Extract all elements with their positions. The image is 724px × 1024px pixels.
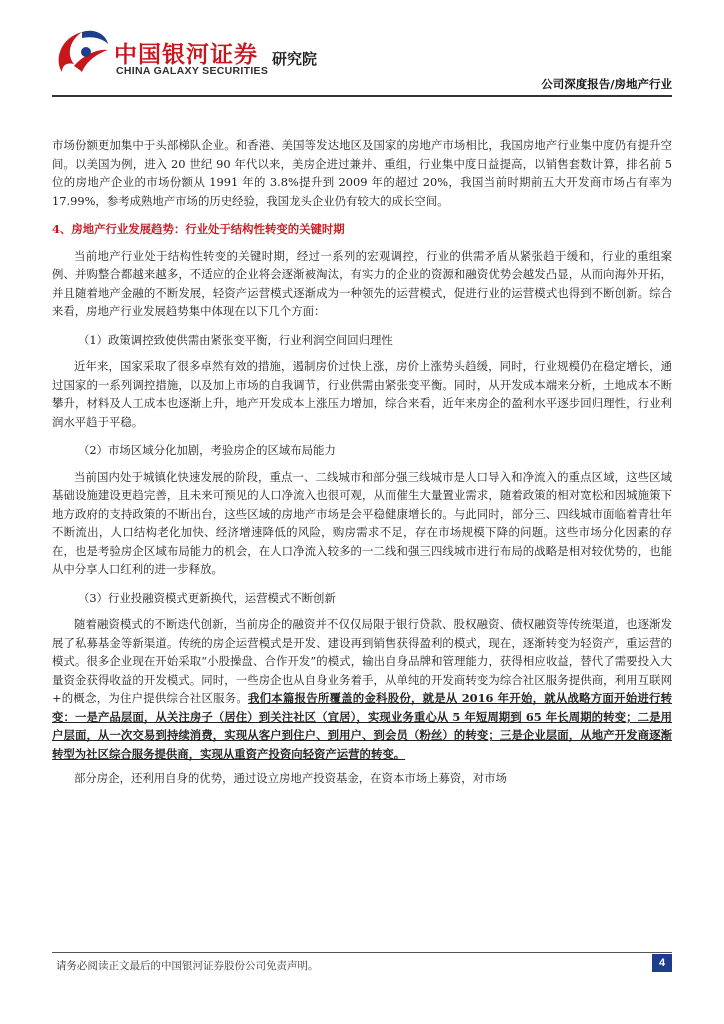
subheading-2: （2）市场区域分化加剧，考验房企的区域布局能力 bbox=[78, 443, 336, 457]
paragraph-investment-fund: 部分房企，还利用自身的优势，通过设立房地产投资基金，在资本市场上募资，对市场 bbox=[74, 771, 507, 785]
highlighted-conclusion: 我们本篇报告所覆盖的金科股份，就是从 2016 年开始，就从战略方面开始进行转变：一是产品层面，从关注房子（居住）到关注社区（宜居），实现业务重心从 5 年短周期到 65 年长周期的转变；二是用户层面，从一次交易到持续消费，实现从客户到住户、到用户、到会员（粉丝）的转变；三是企业层面，从地产开发商逐渐转型为社区综合服务提供商，实现从重资产投资向轻资产运营的转变。 bbox=[52, 691, 673, 761]
footer-divider bbox=[52, 952, 672, 953]
paragraph-market-share: 市场份额更加集中于头部梯队企业。和香港、美国等发达地区及国家的房地产市场相比，我国房地产行业集中度仍有提升空间。以美国为例，进入 20 世纪 90 年代以来，美房企进过兼并、重组，行业集中度日益提高，以销售套数计算，排名前 5 位的房地产企业的市场份额从 1991 年的 3.8%提升到 2009 年的超过 20%，我国当前时期前五大开发商市场占有率为 17.99%，参考成熟地产市场的历史经验，我国龙头企业仍有较大的成长空间。 bbox=[52, 138, 672, 208]
report-type-label: 公司深度报告/房地产行业 bbox=[541, 77, 672, 91]
subheading-1: （1）政策调控致使供需由紧张变平衡，行业利润空间回归理性 bbox=[78, 332, 393, 347]
section-heading-4: 4、房地产行业发展趋势：行业处于结构性转变的关键时期 bbox=[52, 222, 345, 236]
subheading-3: （3）行业投融资模式更新换代，运营模式不断创新 bbox=[78, 590, 336, 605]
paragraph-regional: 当前国内处于城镇化快速发展的阶段，重点一、二线城市和部分强三线城市是人口导入和净流入的重点区域，这些区域基础设施建设更趋完善，且未来可预见的人口净流入也很可观，从而催生大量置业需求，随着政策的相对宽松和因城施策下地方政府的支持政策的不断出台，这些区域的房地产市场是会平稳健康增长的。与此同时，部分三、四线城市面临着青壮年不断流出，人口结构老化加快、经济增速降低的风险，购房需求不足，存在市场规模下降的问题。这些市场分化因素的存在，也是考验房企区域布局能力的机会，在人口净流入较多的一二线和强三四线城市进行布局的战略是相对较优势的，也能从中分享人口红利的进一步释放。 bbox=[52, 469, 672, 576]
page-number-badge: 4 bbox=[652, 954, 672, 972]
paragraph-policy: 近年来，国家采取了很多卓然有效的措施，遏制房价过快上涨，房价上涨势头趋缓，同时，行业规模仍在稳定增长，通过国家的一系列调控措施，以及加上市场的自我调节，行业供需由紧张变平衡。同时，从开发成本端来分析，土地成本不断攀升，材料及人工成本也逐渐上升，地产开发成本上涨压力增加，综合来看，近年来房企的盈利水平逐步回归理性，行业利润水平趋于平稳。 bbox=[52, 359, 672, 429]
document-body bbox=[52, 136, 672, 788]
paragraph-financing-text: 随着融资模式的不断迭代创新，当前房企的融资并不仅仅局限于银行贷款、股权融资、债权融资等传统渠道，也逐渐发展了私募基金等新渠道。传统的房企运营模式是开发、建设再到销售获得盈利的模式，现在，逐渐转变为轻资产，重运营的模式。很多企业现在开始采取“小股操盘、合作开发”的模式，输出自身品牌和管理能力，获得相应收益，替代了需要投入大量资金获得收益的开发模式。同时，一些房企也从自身业务着手，从单纯的开发商转变为综合社区服务提供商，利用互联网+的概念，为住户提供综合社区服务。 bbox=[52, 617, 672, 705]
paragraph-industry-trend: 当前地产行业处于结构性转变的关键时期，经过一系列的宏观调控，行业的供需矛盾从紧张趋于缓和，行业的重组案例、并购整合都越来越多，不适应的企业将会逐渐被淘汰，有实力的企业的资源和融资优势会越发凸显，从而向海外开拓，并且随着地产金融的不断发展，轻资产运营模式逐渐成为一种领先的运营模式，促进行业的运营模式也得到不断创新。综合来看，房地产行业发展趋势集中体现在以下几个方面： bbox=[52, 248, 672, 318]
institute-label: 研究院 bbox=[272, 50, 318, 68]
brand-name-en: CHINA GALAXY SECURITIES bbox=[116, 65, 269, 77]
header-divider bbox=[52, 95, 672, 97]
footer-disclaimer: 请务必阅读正文最后的中国银河证券股份公司免责声明。 bbox=[56, 960, 319, 972]
brand-name-cn: 中国银河证券 bbox=[114, 42, 258, 68]
galaxy-logo-icon bbox=[52, 26, 112, 82]
paragraph-financing bbox=[52, 615, 672, 763]
